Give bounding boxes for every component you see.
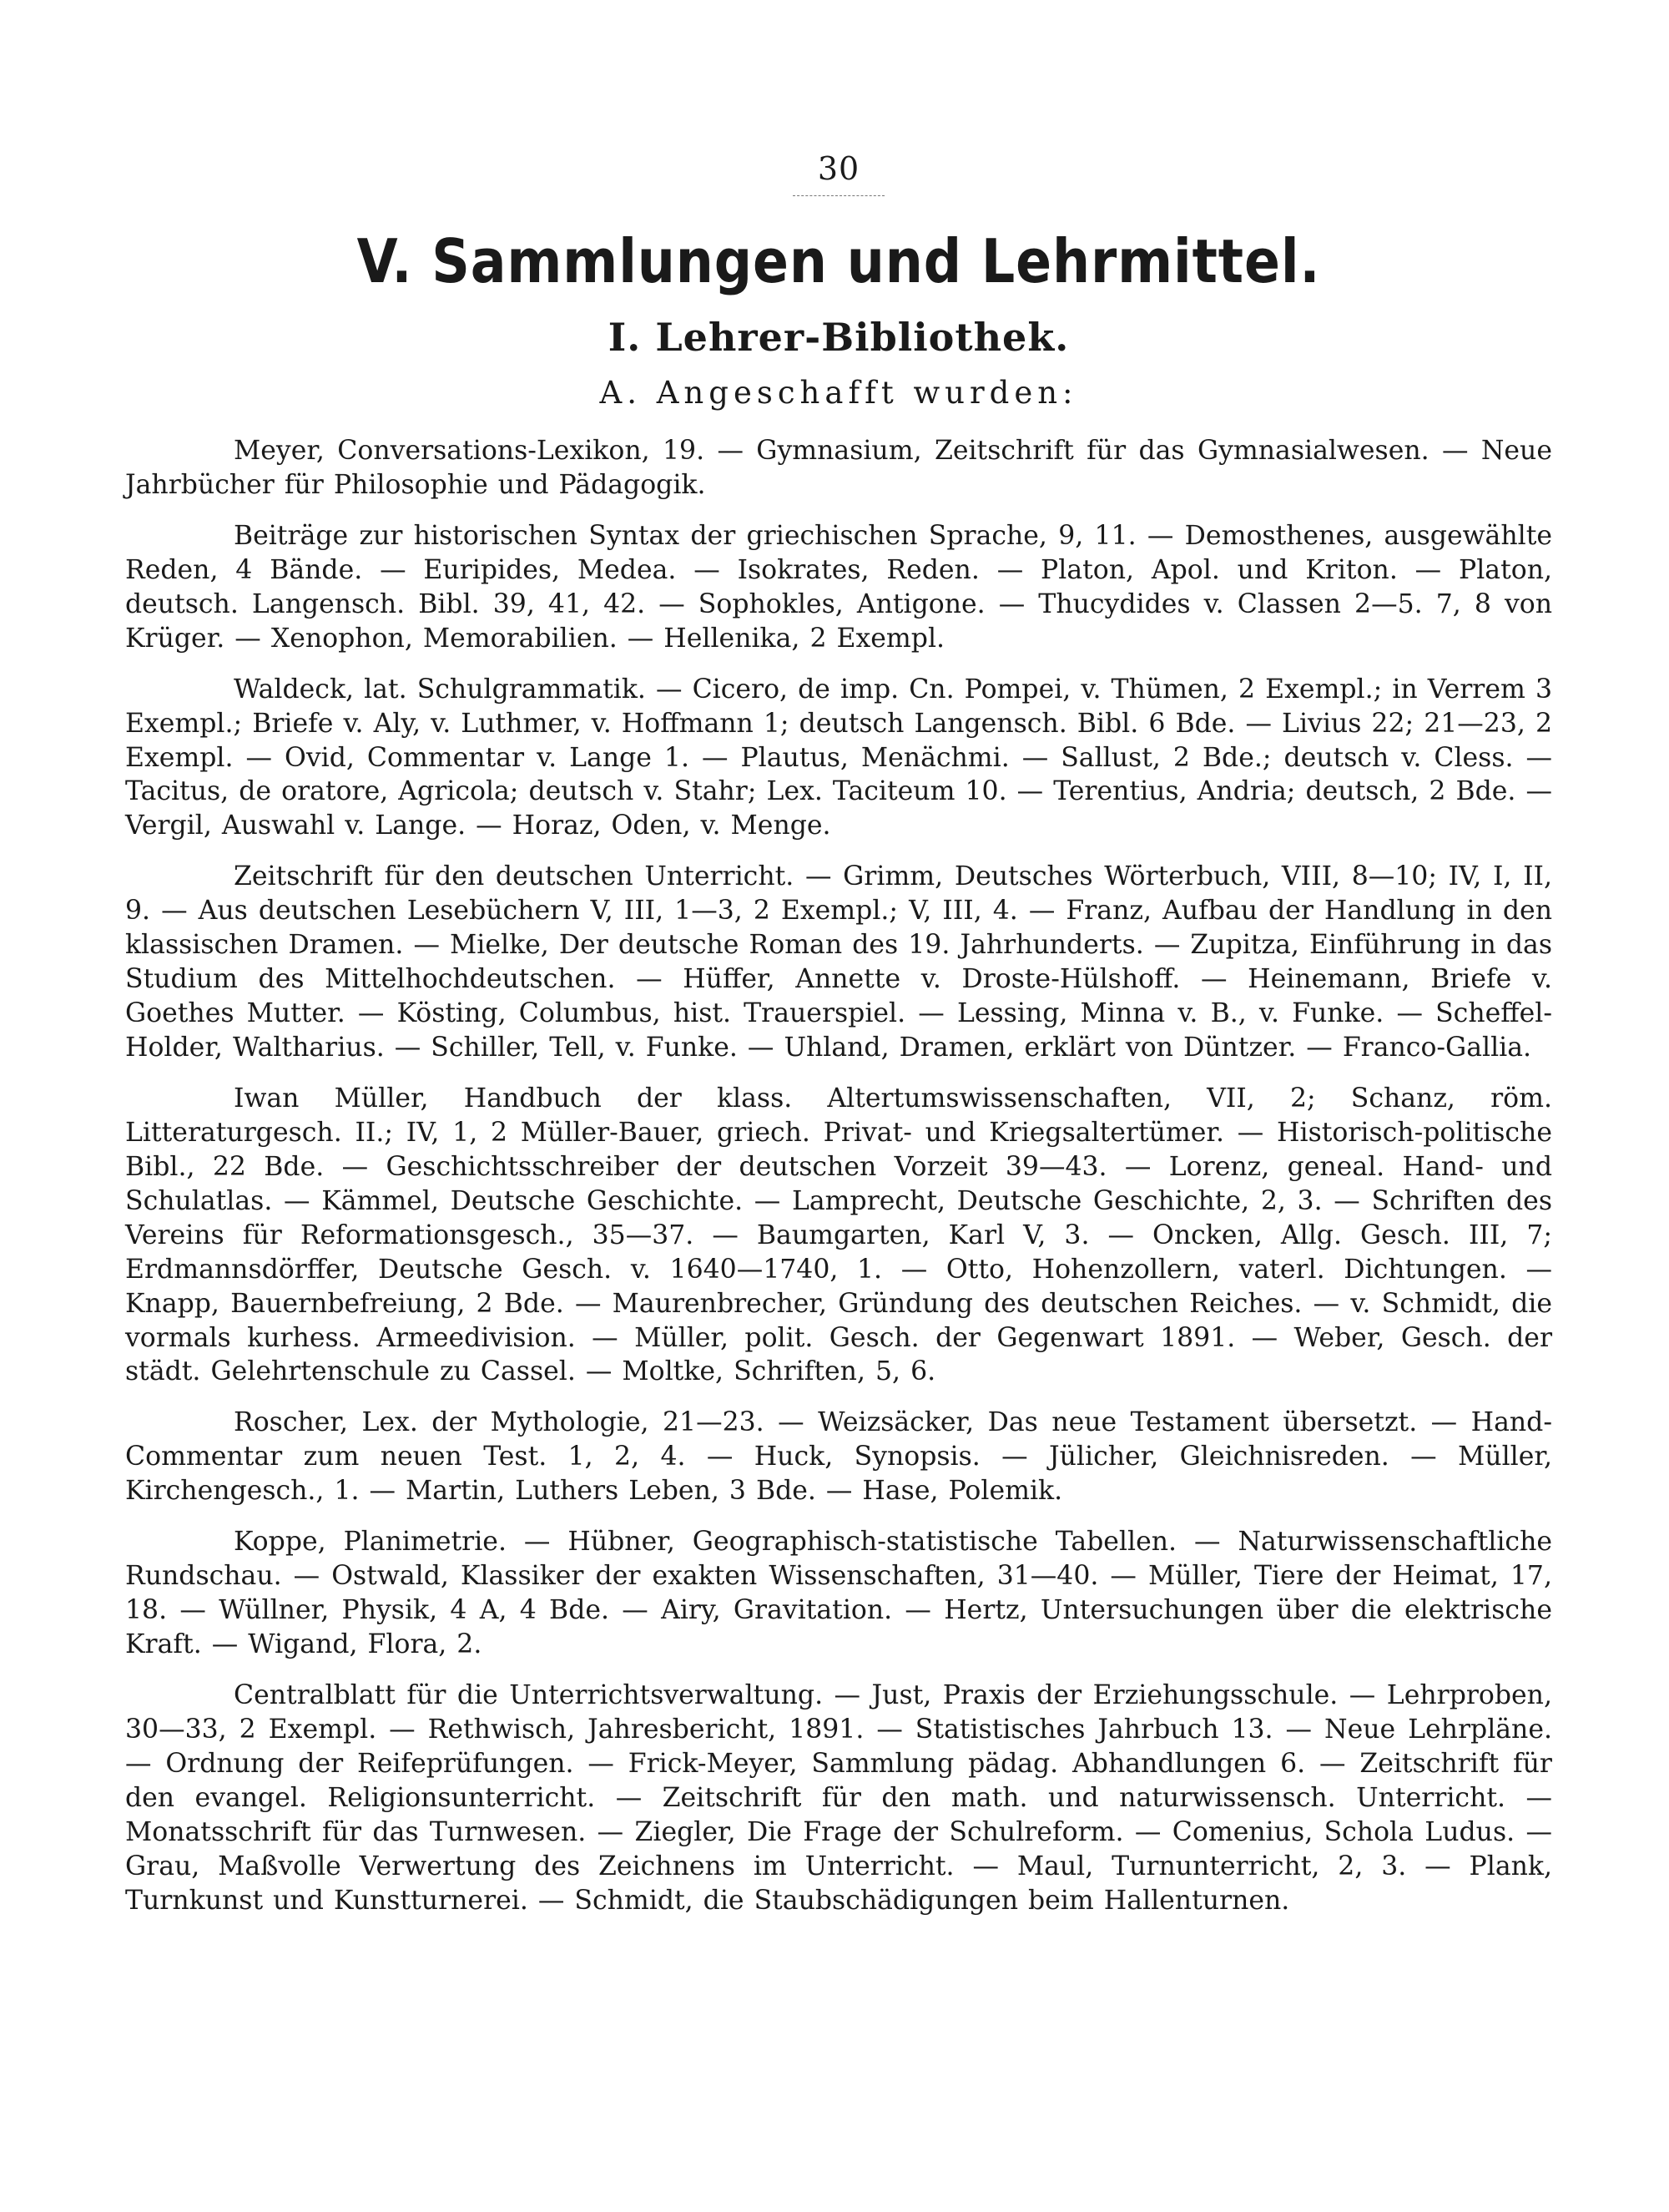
paragraph-meyer: Meyer, Conversations-Lexikon, 19. — Gymnasium, Zeitschrift für das Gymnasialwesen. — Neue Jahrbücher für Philosophie und Pädagogik. xyxy=(125,436,1552,500)
paragraph-history: Iwan Müller, Handbuch der klass. Altertumswissenschaften, VII, 2; Schanz, röm. Litteraturgesch. II.; IV, 1, 2 Müller-Bauer, griech. Privat- und Kriegsaltertümer. — Historisch-politische Bibl., 22 Bde. — Geschichtsschreiber der deutschen Vorzeit 39—43. — Lorenz, geneal. Hand- und Schulatlas. — Kämmel, Deutsche Geschichte. — Lamprecht, Deutsche Geschichte, 2, 3. — Schriften des Vereins für Reformationsgesch., 35—37. — Baumgarten, Karl V, 3. — Oncken, Allg. Gesch. III, 7; Erdmannsdörffer, Deutsche Gesch. v. 1640—1740, 1. — Otto, Hohenzollern, vaterl. Dichtungen. — Knapp, Bauernbefreiung, 2 Bde. — Maurenbrecher, Gründung des deutschen Reiches. — v. Schmidt, die vormals kurhess. Armeedivision. — Müller, polit. Gesch. der Gegenwart 1891. — Weber, Gesch. der städt. Gelehrtenschule zu Cassel. — Moltke, Schriften, 5, 6. xyxy=(125,1083,1552,1387)
paragraph-greek: Beiträge zur historischen Syntax der griechischen Sprache, 9, 11. — Demosthenes, ausgewählte Reden, 4 Bände. — Euripides, Medea. — Isokrates, Reden. — Platon, Apol. und Kriton. — Platon, deutsch. Langensch. Bibl. 39, 41, 42. — Sophokles, Antigone. — Thucydides v. Classen 2—5. 7, 8 von Krüger. — Xenophon, Memorabilien. — Hellenika, 2 Exempl. xyxy=(125,520,1552,654)
subsection-title: I. Lehrer-Bibliothek. xyxy=(608,315,1070,360)
section-title: V. Sammlungen und Lehrmittel. xyxy=(356,226,1321,296)
paragraph-latin: Waldeck, lat. Schulgrammatik. — Cicero, de imp. Cn. Pompei, v. Thümen, 2 Exempl.; in Verrem 3 Exempl.; Briefe v. Aly, v. Luthmer, v. Hoffmann 1; deutsch Langensch. Bibl. 6 Bde. — Livius 22; 21—23, 2 Exempl. — Ovid, Commentar v. Lange 1. — Plautus, Menächmi. — Sallust, 2 Bde.; deutsch v. Cless. — Tacitus, de oratore, Agricola; deutsch v. Stahr; Lex. Taciteum 10. — Terentius, Andria; deutsch, 2 Bde. — Vergil, Auswahl v. Lange. — Horaz, Oden, v. Menge. xyxy=(125,674,1552,841)
paragraph-pedagogy: Centralblatt für die Unterrichtsverwaltung. — Just, Praxis der Erziehungsschule. — Lehrproben, 30—33, 2 Exempl. — Rethwisch, Jahresbericht, 1891. — Statistisches Jahrbuch 13. — Neue Lehrpläne. — Ordnung der Reifeprüfungen. — Frick-Meyer, Sammlung pädag. Abhandlungen 6. — Zeitschrift für den evangel. Religionsunterricht. — Zeitschrift für den math. und naturwissensch. Unterricht. — Monatsschrift für das Turnwesen. — Ziegler, Die Frage der Schulreform. — Comenius, Schola Ludus. — Grau, Maßvolle Verwertung des Zeichnens im Unterricht. — Maul, Turnunterricht, 2, 3. — Plank, Turnkunst und Kunstturnerei. — Schmidt, die Staubschädigungen beim Hallenturnen. xyxy=(125,1679,1552,1916)
subheading: A. Angeschafft wurden: xyxy=(599,375,1078,411)
page-number-underline xyxy=(793,195,885,196)
paragraph-religion: Roscher, Lex. der Mythologie, 21—23. — Weizsäcker, Das neue Testament übersetzt. — Hand-Commentar zum neuen Test. 1, 2, 4. — Huck, Synopsis. — Jülicher, Gleichnisreden. — Müller, Kirchengesch., 1. — Martin, Luthers Leben, 3 Bde. — Hase, Polemik. xyxy=(125,1407,1552,1507)
paragraph-list xyxy=(125,434,1552,1918)
document-page xyxy=(125,150,1552,1935)
paragraph-german: Zeitschrift für den deutschen Unterricht. — Grimm, Deutsches Wörterbuch, VIII, 8—10; IV, I, II, 9. — Aus deutschen Lesebüchern V, III, 1—3, 2 Exempl.; V, III, 4. — Franz, Aufbau der Handlung in den klassischen Dramen. — Mielke, Der deutsche Roman des 19. Jahrhunderts. — Zupitza, Einführung in das Studium des Mittelhochdeutschen. — Hüffer, Annette v. Droste-Hülshoff. — Heinemann, Briefe v. Goethes Mutter. — Kösting, Columbus, hist. Trauerspiel. — Lessing, Minna v. B., v. Funke. — Scheffel-Holder, Waltharius. — Schiller, Tell, v. Funke. — Uhland, Dramen, erklärt von Düntzer. — Franco-Gallia. xyxy=(125,861,1552,1063)
paragraph-science: Koppe, Planimetrie. — Hübner, Geographisch-statistische Tabellen. — Naturwissenschaftliche Rundschau. — Ostwald, Klassiker der exakten Wissenschaften, 31—40. — Müller, Tiere der Heimat, 17, 18. — Wüllner, Physik, 4 A, 4 Bde. — Airy, Gravitation. — Hertz, Untersuchungen über die elektrische Kraft. — Wigand, Flora, 2. xyxy=(125,1527,1552,1659)
page-number: 30 xyxy=(817,150,860,187)
